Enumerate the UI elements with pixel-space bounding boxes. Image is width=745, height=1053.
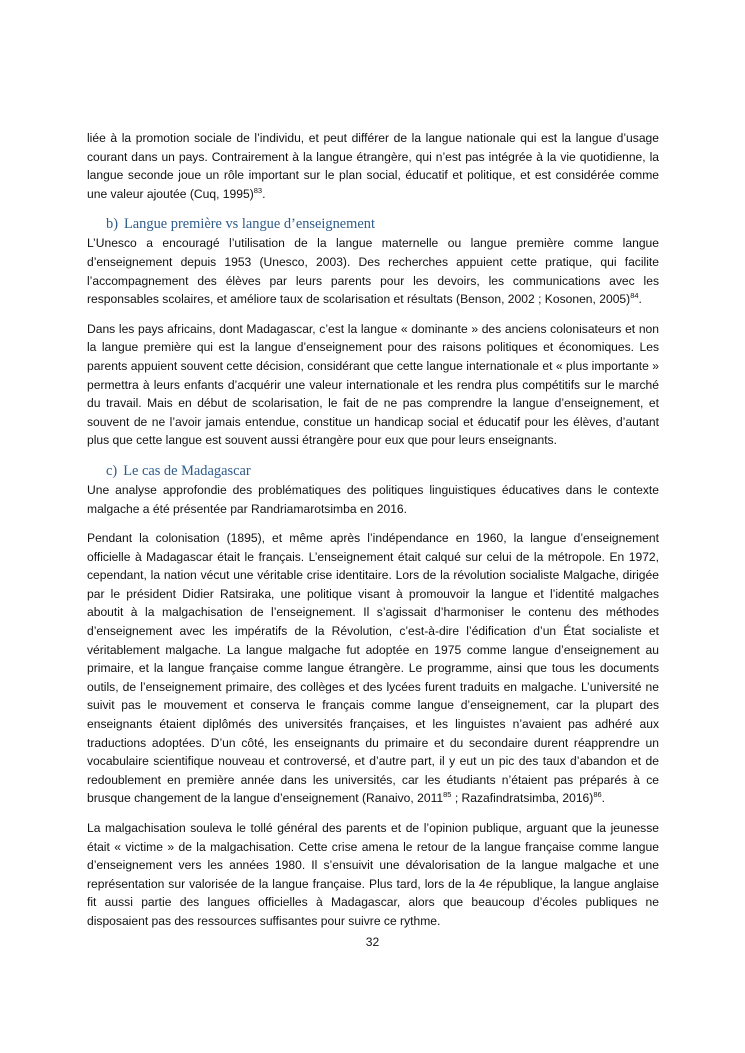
footnote-ref-83[interactable]: 83 [253,185,263,195]
section-letter: b) [106,216,118,233]
section-heading-c [87,461,659,481]
paragraph-malgachisation [87,819,659,931]
paragraph-end: . [262,186,266,201]
page-body [87,129,659,942]
section-letter: c) [106,462,118,479]
paragraph-text: Une analyse approfondie des problématiques des politiques linguistiques éducatives dans le contexte malgache a été présentée par Randriamarotsimba en 2016. [87,482,659,516]
paragraph-langue-seconde [87,129,659,203]
paragraph-colonisation [87,529,659,808]
paragraph-text-mid: ; Razafindratsimba, 2016) [451,791,594,806]
page-number: 32 [365,935,380,949]
section-title: Le cas de Madagascar [123,462,251,479]
paragraph-text: Dans les pays africains, dont Madagascar, c’est la langue « dominante » des anciens colonisateurs et non la langue première qui est la langue d’enseignement pour des raisons politiques et économiques. Les parents appuient souvent cette décision, considérant que cette langue internationale et « plus importante » permettra à leurs enfants d’acquérir une valeur internationale et les rendra plus compétitifs sur le marché du travail. Mais en début de scolarisation, le fait de ne pas comprendre la langue d’enseignement, et souvent de ne l’avoir jamais entendue, constitue un handicap social et éducatif pour les élèves, d’autant plus que cette langue est souvent aussi étrangère pour eux que pour leurs enseignants. [87,321,659,448]
paragraph-text: La malgachisation souleva le tollé général des parents et de l’opinion publique, arguant que la jeunesse était « victime » de la malgachisation. Cette crise amena le retour de la langue française comme langue d’enseignement vers les années 1980. Il s’ensuivit une dévalorisation de la langue malgache et une représentation sur valorisée de la langue française. Plus tard, lors de la 4e république, la langue anglaise fit aussi partie des langues officielles à Madagascar, alors que beaucoup d’écoles publiques ne disposaient pas des ressources suffisantes pour suivre ce rythme. [87,821,659,928]
footnote-ref-85[interactable]: 85 [443,790,452,800]
paragraph-unesco [87,234,659,308]
paragraph-text: liée à la promotion sociale de l’individu, et peut différer de la langue nationale qui est la langue d’usage courant dans un pays. Contrairement à la langue étrangère, qui n’est pas intégrée à la vie quotidienne, la langue seconde joue un rôle important sur le plan social, éducatif et politique, et est considérée comme une valeur ajoutée (Cuq, 1995) [87,131,659,201]
section-heading-b [87,214,659,234]
paragraph-end: . [601,791,606,806]
paragraph-text: Pendant la colonisation (1895), et même après l’indépendance en 1960, la langue d’enseignement officielle à Madagascar était le français. L’enseignement était calqué sur celui de la métropole. En 1972, cependant, la nation vécut une véritable crise identitaire. Lors de la révolution socialiste Malgache, dirigée par le président Didier Ratsiraka, une politique visant à promouvoir la langue et l’identité malgaches aboutit à la malgachisation de l’enseignement. Il s’agissait d’harmoniser le contenu des méthodes d’enseignement avec les impératifs de la Révolution, c’est-à-dire l’édification d’un État socialiste et véritablement malgache. La langue malgache fut adoptée en 1975 comme langue d’enseignement au primaire, et la langue française comme langue étrangère. Le programme, ainsi que tous les documents outils, de l’enseignement primaire, des collèges et des lycées furent traduits en malgache. L’université ne suivit pas le mouvement et conserva le français comme langue d’enseignement, car la plupart des enseignants étaient diplômés des universités françaises, et les linguistes n’avaient pas adhéré aux traductions adoptées. D’un côté, les enseignants du primaire et du secondaire durent réapprendre un vocabulaire scientifique nouveau et controversé, et d’autre part, il y eut un pic des taux d’abandon et de redoublement en première année dans les universités, car les étudiants n’étaient pas préparés à ce brusque changement de la langue d’enseignement (Ranaivo, 2011 [87,531,659,806]
footnote-ref-86[interactable]: 86 [593,790,602,800]
paragraph-text: L’Unesco a encouragé l’utilisation de la langue maternelle ou langue première comme langue d’enseignement depuis 1953 (Unesco, 2003). Des recherches appuient cette pratique, qui facilite l’accompagnement des élèves par leurs parents pour les devoirs, les communications avec les responsables scolaires, et améliore taux de scolarisation et résultats (Benson, 2002 ; Kosonen, 2005) [87,236,659,307]
section-title: Langue première vs langue d’enseignement [124,216,375,233]
paragraph-end: . [638,292,642,307]
paragraph-analyse [87,481,659,518]
footnote-ref-84[interactable]: 84 [630,291,639,301]
paragraph-pays-africains [87,320,659,450]
